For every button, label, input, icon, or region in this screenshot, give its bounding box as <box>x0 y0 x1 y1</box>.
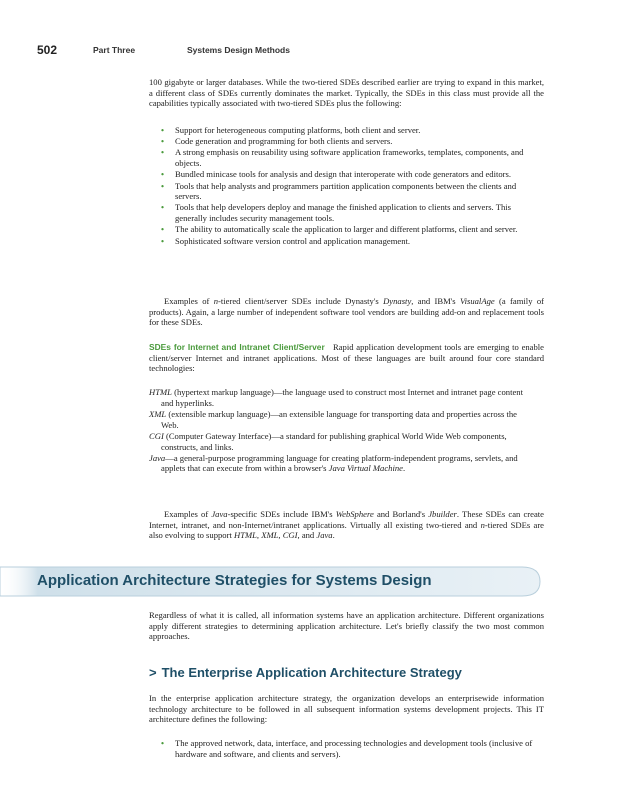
internet-paragraph <box>149 342 544 374</box>
java-paragraph <box>149 509 544 541</box>
definition-item <box>149 387 529 408</box>
definition-text: (extensible markup language)—an extensible language for transporting data and properties across the Web. <box>161 408 517 430</box>
bullet-icon: • <box>161 202 165 213</box>
list-item <box>149 169 544 180</box>
italic-run: XML <box>261 530 279 541</box>
list-item-text: Support for heterogeneous computing platforms, both client and server. <box>175 125 421 135</box>
definition-item <box>149 453 529 474</box>
text-run: -tiered SDEs are also evolving to support <box>149 519 544 541</box>
page-number: 502 <box>37 43 58 57</box>
list-item-text: Bundled minicase tools for analysis and design that interoperate with code generators and editors. <box>175 169 512 180</box>
italic-run: Java <box>211 509 228 519</box>
text-run: . <box>332 530 335 541</box>
definition-term: Java <box>149 452 166 463</box>
section-intro <box>149 610 544 642</box>
definition-term: Java Virtual Machine <box>328 463 403 474</box>
italic-run: Java <box>316 530 333 541</box>
section-intro-text: Regardless of what it is called, all information systems have an application architecture. Different organizations apply different strategies to determining application architecture. Let's briefly classify the two most common approaches. <box>149 610 544 642</box>
definition-text: (Computer Gateway Interface)—a standard for publishing graphical World Wide Web components, constructs, and links. <box>161 430 507 452</box>
italic-run: n <box>480 519 485 530</box>
list-item-text: The approved network, data, interface, and processing technologies and development tools (inclusive of hardware and software, and clients and servers). <box>175 738 533 759</box>
subsection-title <box>149 665 462 680</box>
run-in-heading: SDEs for Internet and Intranet Client/Server <box>149 342 325 352</box>
capability-list <box>149 125 544 247</box>
list-item <box>149 181 544 202</box>
list-item <box>149 125 544 136</box>
italic-run: Dynasty <box>383 296 412 306</box>
bullet-icon: • <box>161 136 165 147</box>
text-run: (a family of products). Again, a large number of independent software tool vendors are building add-on and replacement tools for these SDEs. <box>149 296 544 328</box>
definition-text: (hypertext markup language)—the language used to construct most Internet and intranet page content and hyperlinks. <box>161 387 523 408</box>
definition-term: CGI <box>149 430 164 441</box>
bullet-icon: • <box>161 147 165 158</box>
text-run: , and IBM's <box>411 296 460 306</box>
list-item-text: The ability to automatically scale the application to larger and different platforms, client and server. <box>175 224 518 235</box>
part-label: Part Three <box>93 45 136 55</box>
list-item-text: Code generation and programming for both clients and servers. <box>175 136 393 147</box>
chapter-label: Systems Design Methods <box>187 45 290 55</box>
list-item <box>149 147 544 168</box>
intro-paragraph <box>149 77 544 109</box>
italic-run: CGI <box>282 530 298 541</box>
text-run: , and <box>297 530 317 541</box>
list-item-text: A strong emphasis on reusability using software application frameworks, templates, components, and objects. <box>175 147 524 169</box>
text-run: Examples of <box>164 296 214 306</box>
section-title: Application Architecture Strategies for Systems Design <box>37 572 432 589</box>
italic-run: Jbuilder <box>428 509 457 519</box>
text-run: , <box>256 530 262 541</box>
italic-run: VisualAge <box>460 296 495 306</box>
definition-text: . <box>402 463 406 474</box>
italic-run: HTML <box>233 530 257 541</box>
definition-term: HTML <box>149 387 172 397</box>
bullet-icon: • <box>161 180 165 191</box>
technology-definitions <box>149 387 529 475</box>
list-item <box>149 738 544 759</box>
architecture-list <box>149 738 544 760</box>
text-run: . These SDEs can create Internet, intranet, and non-Internet/intranet applications. Virtually all existing two-tiered and <box>149 509 544 530</box>
italic-run: n <box>213 296 219 306</box>
text-run: -specific SDEs include IBM's <box>227 509 336 519</box>
section-band <box>0 565 543 598</box>
list-item <box>149 224 544 235</box>
list-item <box>149 136 544 147</box>
list-item-text: Tools that help developers deploy and manage the finished application to clients and servers. This generally includes security management tools. <box>175 202 511 224</box>
subsection-title-text: The Enterprise Application Architecture Strategy <box>161 665 462 680</box>
list-item <box>149 202 544 223</box>
definition-item <box>149 431 529 452</box>
bullet-icon: • <box>161 738 165 748</box>
list-item-text: Sophisticated software version control and application management. <box>175 235 411 246</box>
enterprise-paragraph <box>149 693 544 725</box>
list-item-text: Tools that help analysts and programmers partition application components between the clients and servers. <box>175 180 517 202</box>
definition-term: XML <box>149 408 167 419</box>
running-head <box>37 43 579 63</box>
text-run: Examples of <box>164 509 212 519</box>
bullet-icon: • <box>161 125 165 135</box>
text-run: and Borland's <box>373 509 429 519</box>
text-run: -tiered client/server SDEs include Dynasty's <box>218 296 384 306</box>
ntier-paragraph <box>149 296 544 328</box>
definition-text: —a general-purpose programming language for creating platform-independent programs, servlets, and applets that can execute from within a browser's <box>161 452 518 474</box>
intro-text: 100 gigabyte or larger databases. While the two-tiered SDEs described earlier are trying to expand in this market, a different class of SDEs currently dominates the market. Typically, the SDEs in this class must provide all the capabilities typically associated with two-tiered SDEs plus the following: <box>149 77 544 109</box>
bullet-icon: • <box>161 169 165 180</box>
italic-run: WebSphere <box>335 509 374 519</box>
chevron-right-icon: > <box>149 665 157 680</box>
enterprise-text: In the enterprise application architecture strategy, the organization develops an enterprisewide information technology architecture to be followed in all subsequent information systems development projects. This IT architecture defines the following: <box>149 693 544 725</box>
bullet-icon: • <box>161 235 165 246</box>
bullet-icon: • <box>161 224 165 235</box>
text-run: , <box>278 530 283 541</box>
list-item <box>149 236 544 247</box>
text-run: Rapid application development tools are emerging to enable client/server Internet and intranet applications. Most of these languages are built around four core standard technologies: <box>149 342 544 374</box>
definition-item <box>149 409 529 430</box>
